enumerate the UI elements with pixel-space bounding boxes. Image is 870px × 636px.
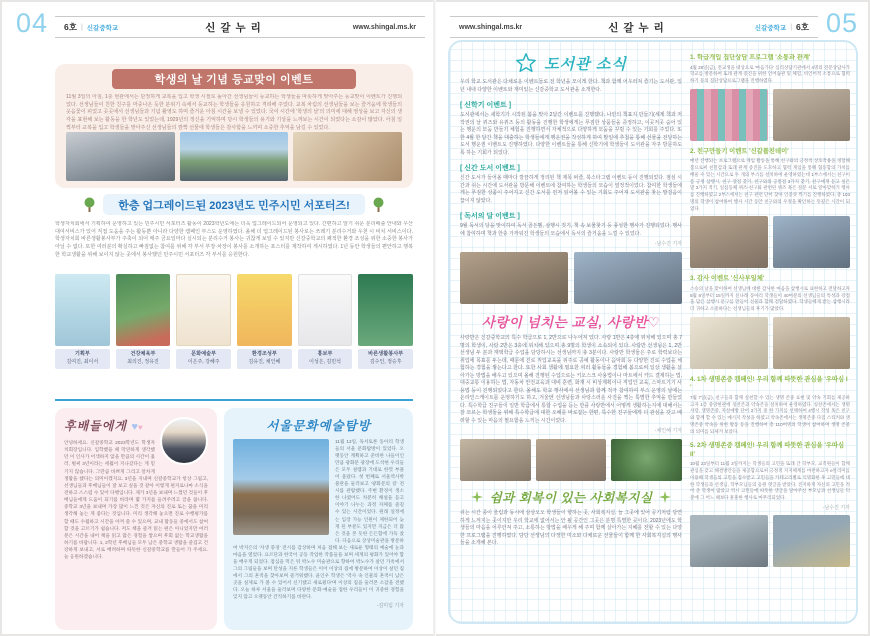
poster-dept: 기획부 (74, 351, 90, 357)
photo-comment-boards (773, 515, 851, 567)
library-intro: 우리 학교 도서관은 다채로운 이벤트들로 전 학년을 모이게 한다. 책과 함께 어우러져 즐기는 도서관, 일 년 내내 다양한 이벤트와 재미있는 신갈중학교 도서관을 소개한다. (460, 79, 682, 93)
school-name: 신갈중학교 (86, 24, 119, 32)
poster-image-environment (237, 274, 292, 346)
poster-item (358, 274, 413, 369)
poster-item (176, 274, 231, 369)
poster-row (55, 274, 413, 369)
page-number-left: 04 (16, 8, 49, 38)
star-doodle-icon (515, 52, 537, 74)
article-byline: -남수진 기자 (654, 241, 682, 247)
website-url: www.shingal.ms.kr (459, 23, 523, 31)
library-section-heading: [ 독서의 달 이벤트 ] (460, 213, 520, 220)
poster-image-culture (176, 274, 231, 346)
counsel-photo-row (690, 216, 850, 268)
page-fold (433, 0, 436, 636)
article-title: 도서관 소식 (544, 55, 627, 73)
right-page-side-column (690, 54, 850, 614)
photo-thank-you-cards (690, 317, 768, 369)
issue-label: 6호 (64, 22, 77, 32)
photo-schoolyard (180, 132, 289, 181)
poster-image-pr (298, 274, 353, 346)
article-byline: -남수진 기자 (822, 504, 850, 511)
poster-members: 김여진, 최이서 (66, 358, 99, 365)
poster-caption (116, 349, 171, 369)
masthead-title: 신갈누리 (205, 21, 266, 34)
library-title-row (460, 52, 682, 74)
counsel-item (690, 275, 850, 369)
photo-library-event (460, 252, 568, 304)
article-title: 한층 업그레이드된 2023년도 민주시민 서포터즈! (103, 194, 365, 215)
poster-dept: 문화예술부 (191, 351, 217, 357)
article-body: 11월 3일의 아침, 1층 현관에서는 단정하게 교복을 입고 학생 시절로 돌아간 선생님들이 등교하는 학생들을 따뜻하게 맞아주는 등교맞이 이벤트가 진행되었다. 선생님들이 친한 친구를 마중나온 듯한 분위기 속에서 등교하는 학생들을 응원하고 격려해 주었다. 교복 차림의 선생님들을 보는 즐거움에 학생들의 웃음꽃이 피었고 곳곳에서 선생님들과 기념 촬영도 하며 즐거운 아침 시간을 보낼 수 있었다. 국어 시간에 '학생의 날'의 의미에 대해 영상을 보고 자신의 생각을 표현해 보는 활동을 한 학년도 있었는데, 1929년의 정신을 기억하며 당시 학생들의 용기와 기상을 느껴보는 시간이 되었다는 소감이 많았다. 아침 일찍부터 교복을 입고 학생들을 맞아주신 선생님들의 깜짝 선물에 학생들은 감사함을 느끼며 소중한 추억을 남길 수 있었다. (66, 94, 402, 130)
poster-image-service (358, 274, 413, 346)
poster-dept: 바른생활봉사부 (368, 351, 404, 357)
article-letter-to-juniors (55, 408, 217, 630)
poster-item (55, 274, 110, 369)
photo-campaign-wall (690, 515, 768, 567)
poster-members: 김수인, 정승후 (369, 358, 402, 365)
counsel-body: 7월 7일(금), 친구들과 함께 실천할 수 있는 생명 존중 표현 및 약속 기회를 제공하고자 1층 중앙현관에 칭찬존과 약속존을 설치하여 운영하였다. 칭찬존에서는 생명사랑, 생명존중, 자살예방 단어 3가지 중 한 가지를 선택하여 4행시 작성 혹은 친구와 함께 할 수 있는 메시지 작성을 하였고 약속존에서는 생명존중 다짐 스티커와 생명존중 약속을 위한 활동 등을 진행하여 총 110여명의 학생이 참여하며 생명 존중의 의미를 되새겨 보았다. (690, 394, 850, 434)
issue-label: 6호 (796, 22, 809, 32)
poster-caption (237, 349, 292, 369)
photo-classroom-activity (536, 439, 607, 481)
heart-icon: ♥ (131, 421, 138, 433)
photo-student-portrait (160, 417, 208, 465)
poster-dept: 홍보부 (317, 351, 333, 357)
article-title: 쉼과 회복이 있는 사회복지실 (489, 491, 653, 505)
right-page-main-column (460, 50, 682, 616)
counsel-body: 4월 28일(금), 전교생을 대상으로 '마음가다' 심리상담기관에서 4명의 전문상담사가 학교를 방문하여 또래 관계 증진을 위한 언어습관 및 체험, 비언어적 소통으로 협력하기 등의 집단상담프로그램을 진행하였다. (690, 64, 850, 83)
counsel-item (690, 442, 850, 567)
poster-members: 최의진, 정유진 (127, 358, 159, 365)
photo-king-sejong-statue (233, 439, 329, 535)
counsel-body: 10월 23일부터 11월 3일까지는 학생들의 고민을 또래 간 학부모, 교직원들이 함께 관심을 갖고 해결방안들을 제공함으로써 긍정적 지지체계를 마련하고자 e알리미를 이용해 학생들의 고민을 접수받고 고민들을 카테고리별로 익명화한 후 고민들에 대한 학생들과 선생님, 학부모님들의 응원 댓글을 받았다. 진지하게 자신의 고민을 적어 준 학생이 많았고 역시 고민들에 따뜻한 댓글을 달아주신 부모님과 선생님들 덕분에 그 어느 때보다 훈훈한 행사로 마무리되었다. (690, 461, 850, 500)
article-body: 사랑반은 신갈중학교의 특수 학급으로 1, 2반으로 나누어져 있다. 사랑 1반은 4층에 위치해 있으며 총 7명의 학생이, 사랑 2반은 3층에 위치해 있으며 총 9명의 학생이 소속되어 있다. 사랑반 선생님은 1, 2반 선생님 두 분과 재택학급 수업을 담당하시는 선생님까지 총 3분이다. 사랑반 학생들은 주로 학력보다는 취업에 목표를 두는데, 때문에 진로 직업교육을 위주로 공예 활동이나 음악회 등 다양한 진로 수업을 체험하는 경험을 쌓는다고 한다. 또한 사회 생활에 필요한 여러 활동들을 경험해 봄으로써 일상 생활을 살아가는 방법을 배우고 있으며 올해 진행된 수업으로는 키오스크 사용법이나 마트에서 카드 결제하는 법, 대중교통 이용하는 법, 자동차 안전교육과 대비 훈련, 화재 시 비상계획이나 직업인 교육, 스마트기기 사용법 등이 진행되었다고 한다. 올해도 학교 행사에서 선생님과 함께 적극 참여하여 부스 운영의 날에는 온라인스케이트를 운영하기도 하고, 겨울엔 선생님들과 사랑스러운 사진을 찍는 특별한 추억을 만들었다. 특수학급 친구들이 일반 학급에서 통합 수업을 듣는 만큼 사랑반에서 어떻게 생활하는지에 대해서는 잘 모르는 학생들을 위해 특수학급에 대한 오해를 바로잡는 한편, 특수한 친구들에게 더 관심을 갖고 배려할 수 있는 마음의 필요함을 느끼는 시간이었다. (460, 335, 682, 424)
heart-icon: ♥ (137, 423, 143, 432)
poster-members: 이성은, 김민석 (309, 358, 341, 365)
poster-item (298, 274, 353, 369)
library-photo-row (460, 252, 682, 304)
counsel-title: 3. 감사 이벤트 '신사부일체' (690, 275, 765, 283)
photo-friend-day-game (773, 216, 851, 268)
poster-dept: 환경조성부 (251, 351, 277, 357)
photo-students-at-gate (66, 132, 175, 181)
section-divider (55, 399, 413, 401)
article-body: 안녕하세요. 신갈중학교 2023학년도 학생자치회장입니다. 입학했을 때 막연하게 생각했던 이 인사가 어색하지 않을 만큼의 시간이 흘러, 벌써 3년이라는 세월이 지나갔다는 게 믿기지 않습니다. 그만큼 바쁘게 그리고 알차게 생활을 했다는 의미이겠지요. 3년을 지내며 신갈중학교가 항상 그립고, 선생님들과 후배님들이 잘 보고 싶을 것 같아 이렇게 편지로나마 소식을 전하고 스스럼 수 있어 다행입니다. 제가 3년을 보내며 느꼈던 것들이 후배님들에게 도움이 되기를 바라며 몇 가지를 들려주려고 글을 씁니다. 중학교 3년을 보내며 가장 많이 느낀 것은 자신의 진로 또는 꿈을 미리 생각해 놓는 게 좋다는 것입니다. 미리 생각해 놓으면 진로 수행평가를 할 때도 수월하고 시간을 아껴 쓸 수 있으며, 교내 활동들 중에서도 참여할 것을 고르기가 쉽습니다. 저도 책을 즐겨 읽는 편은 아니었지만 여러분은 시간을 내어 책을 읽고 많은 경험을 쌓으며 후회 없는 학교생활을 하기를 바랍니다. 1, 2학년 후배님들 모두 남은 중학교 생활을 즐겁고 건강하게 보내고, 서로 배려하며 따뜻한 신갈중학교를 만들어 가 주세요. 늘 응원하겠습니다. (64, 440, 208, 560)
article-title: 서울문화예술탐방 (266, 419, 371, 433)
counsel-body: 매년 진행되는 프로그램으로 게임 활동을 통해 친구와의 긍정적 상호작용을 경험해 봄으로써 친밀감과 또래 관계 증진을 도모하고 협력 게임을 통해 협동함의 가치를 배울 수 있는 시간으로 두 개의 부스를 설치하여 운영하였는데 1부스에서는 친구이름 긍정 삼행시, 친구 장점 찾기, 친구와의 공통점 3가지 찾기, 친구에게 듣고 싶은 말 3가지 적기, 일심동체 퀴즈-친구와 관련된 퀴즈 혹은 질문 서로 알아맞히기 행사를 진행하였고 2부스에서는 친구 관련 단어 찾아 인증샷 찍기를 진행하였다. 총 103명의 학생이 참여하여 행사 시간 동안 친구와의 우정을 확인하는 뜻깊은 시간이 되었다. (690, 158, 850, 211)
article-title: 사랑이 넘치는 교실, 사랑반♡ (481, 315, 661, 330)
leaf-doodle-icon (658, 490, 672, 504)
article-supporters (55, 194, 413, 394)
supporters-title-row (55, 194, 413, 215)
poster-dept: 건강체육부 (130, 351, 156, 357)
counsel-title: 5. 2차 생명존중 캠페인! 우리 함께 따뜻한 관심을 '우따심 II' (690, 442, 845, 458)
poster-members: 이은주, 강혜주 (187, 358, 220, 365)
poster-image-planning (55, 274, 110, 346)
counsel-title: 2. 친구만들기 이벤트 '신갈플친데이' (690, 147, 789, 155)
counsel-title: 4. 1차 생명존중 캠페인! 우리 함께 따뜻한 관심을 '우따심 I ' (690, 375, 848, 392)
article-byline: -김미림 기자 (376, 603, 404, 610)
counsel-photo-row (690, 515, 850, 567)
love-class-photo-row (460, 439, 682, 481)
photo-group-counseling (773, 89, 851, 141)
poster-item (237, 274, 292, 369)
article-byline: -채인혜 기자 (654, 428, 682, 434)
counsel-item (690, 376, 850, 436)
tree-icon (372, 197, 385, 212)
masthead-title: 신갈누리 (608, 21, 669, 34)
counsel-title: 1. 학급개입 집단상담 프로그램 '소통과 관계' (690, 54, 811, 61)
article-body: 학생자치회에서 기획하여 운영하고 있는 민주시민 서포터즈 활동이 2023학년도에는 더욱 업그레이드되어 운영되고 있다. 간편하고 알기 쉬운 분리배출 안내와 우산대여서비스가 있어 직접 도움을 주는 활동뿐 아니라 다양한 캠페인 부스도 운영하였다. 올해 더 업그레이드된 봉사로는 쓰레기 분리수거와 우천 시 비치 서비스이다. 학생자치회 바른생활봉사부가 주축이 되어 매주 금요일마다 실시되는 분리수거 봉사는 귀찮게 보일 수 있지만 신갈중학교의 쾌적한 환경 조성을 위한 소중한 봉사가 아닐 수 없다. 또한 여러분의 확실하고 빠짐없는 참여를 위해 각 부서 부장·차장이 봉사를 소개하는 포스터를 제작하여 게시하였다. 1년 동안 학생들의 편안하고 행복한 학교생활을 위해 보이지 않는 곳에서 봉사했던 민주시민 서포터즈 각 부서를 응원한다. (55, 221, 413, 258)
header-separator: | (80, 23, 83, 31)
counsel-item (690, 54, 850, 141)
website-url: www.shingal.ms.kr (352, 23, 416, 31)
welfare-title-row (460, 488, 682, 506)
poster-caption (298, 349, 353, 369)
counsel-photo-row (690, 89, 850, 141)
poster-image-health (116, 274, 171, 346)
counsel-item (690, 148, 850, 269)
poster-caption (358, 349, 413, 369)
article-title: 후배들에게 (64, 419, 127, 433)
library-section-body: 신간 도서가 들어올 때마다 깔끔하게 정리된 책 제목 퍼즐, 북스타그램 이벤트 등이 진행되었다. 점심 시간과 쉬는 시간에 도서관을 방문해 이벤트에 참여하는 학생들의 모습이 열정적이었다. 참여한 학생들에게는 푸짐한 상품이 주어지고 신간 도서를 먼저 읽어볼 수 있는 기회도 주어져 도서관을 찾는 발걸음이 끊이지 않았다. (460, 175, 682, 204)
photo-friend-day-booth (690, 216, 768, 268)
poster-item (116, 274, 171, 369)
poster-members: 김유진, 채인혜 (248, 358, 281, 365)
library-section-body: 도서관에서는 새학기가 시작된 봄을 맞아 2달간 이벤트를 진행했다. 나만의 책표지 만들기(세계 책과 저작권의 날 퀴즈와 유퀴즈 등의 활동을 진행한 학생에게는 푸짐한 상품들을 증정하고, 이곳저곳 숨어 있는 행운의 모둠 만들기 체험을 진행하면서 자체적으로 다양하게 모둠을 꾸릴 수 있는 기회를 주었다. 또한 4월 한 달간 책을 대출하는 학생들에게 행운권을 작성하게 하여 말일에 추첨을 통해 선물을 전달하는 도서 행운권 이벤트도 진행하였다. 다양한 이벤트들을 통해 신학기에 학생들이 도서관을 자주 방문하도록 하는 기회가 되었다. (460, 112, 682, 156)
library-section-heading: [ 신학기 이벤트 ] (460, 102, 512, 109)
photo-students-circle (611, 439, 682, 481)
school-name: 신갈중학교 (754, 24, 787, 32)
photo-sticky-note-board (690, 89, 768, 141)
library-section-body: 9월 독서의 달을 맞이하여 독서 골든벨, 삼행시 짓기, 책 속 보물찾기 등 풍성한 행사가 진행되었다. 행사에 참여하며 책과 한층 가까워진 학생들의 모습에서 독서의 즐거움을 느낄 수 있었다. (460, 223, 682, 237)
right-page-frame (448, 40, 858, 624)
article-seoul-trip (224, 408, 413, 630)
counsel-body: 스승의 날을 맞이하여 선생님에 대한 감사한 마음을 삼행시로 표현하고 전달하고자 5월 8일부터 15일까지 신나래 동아리 학생들이 40여분의 선생님들의 특성과 강점을 담은 삼행시 문구를 만들어 선물과 함께 전달하였다. 학생들에게 받는 삼행시라 더 귀하고 소중하다는 선생님들의 후기가 많았다. (690, 285, 850, 311)
article-photo-row (66, 132, 402, 181)
tree-icon (83, 197, 96, 212)
article-body: 쉬는 시간 종이 울림과 동시에 삼삼오오 학생들이 향하는 곳, 사회복지실. 늘 그곳에 있어 공기처럼 당연하게 느껴지는 곳이지만 우리 학교에 없어서는 안 될 공간인 그곳은 분명 특별한 곳이다. 2023년에도 학생들의 마음을 어루만져 주고, 소통하는 방법을 배우게 해 주며 함께 살아가는 지혜를 전할 수 있는 다양한 프로그램을 진행하였다. 담당 선생님의 다정한 미소와 다채로운 선물들이 함께 한 사회복지실의 행사들을 소개해 본다. (460, 510, 682, 546)
counsel-photo-row (690, 317, 850, 369)
article-student-day (55, 64, 413, 188)
article-title-banner: 학생의 날 기념 등교맞이 이벤트 (112, 69, 356, 89)
article-body: 11월 12일, 독서토론 동아리 학생들의 서울 문화탐방이 있었다. 오랫동안 계획하고 준비한 나들이인 만큼 광화문 광장에 도착한 우리들은 모두 설렘과 기대로 한껏 부풀어 올랐다. 첫 번째로 서울역사박물관을 둘러보고 '광화문의 길' 전시를 관람했다. 주변 환경이 생소한 나였어도 차분히 해설을 듣고 이야기 나누는 과정 자체를 즐길 수 있는 시간이었다. 원래 일정에는 입장 가능 인원이 제한되어 늦게 된 부분도 있지만 지금은 더 많은 것을 본 듯한 든든함에 가득 찼다. 다음으로 상상미술관을 방문하여 박지은의 '자생 풍경' 전시를 감상하며 처음 접해 보는 새로운 형태의 예술에 눈과 마음을 열었다. 요르단과 한국이 공동 작업한 작품들을 보며 세계의 평화가 있어야 함을 배우게 되었다. 점심을 먹은 뒤 박노수 미술관으로 향하여 박노수가 살던 가옥에서 그의 그림들을 보며 탄성을 지른 학생들은 이어 이상의 집에 방문하여 이상이 살던 집에서 그의 흔적을 찾아보며 즐거워했다. 윤인우 학생은 '역사 속 인물의 흔적이 남은 곳을 실제로 가 볼 수 있어서 신기했고 새로웠다'며 이상의 집을 둘러본 소감을 전했다. 오늘 하루 서울을 둘러보며 다양한 문화·예술을 접한 우리들이 이 귀중한 경험을 잊지 않고 오랫동안 간직하기를 바란다. (233, 439, 404, 600)
header-right (450, 16, 818, 38)
library-section-heading: [ 신간 도서 이벤트 ] (460, 165, 520, 172)
page-number-right: 05 (826, 8, 859, 38)
photo-class-banner (460, 439, 531, 481)
photo-gift-presentation (773, 317, 851, 369)
leaf-doodle-icon (470, 490, 484, 504)
header-left (55, 16, 425, 38)
poster-caption (176, 349, 231, 369)
photo-gift-boxes (293, 132, 402, 181)
photo-students-reading (574, 252, 682, 304)
poster-caption (55, 349, 110, 369)
header-separator: | (790, 23, 793, 31)
